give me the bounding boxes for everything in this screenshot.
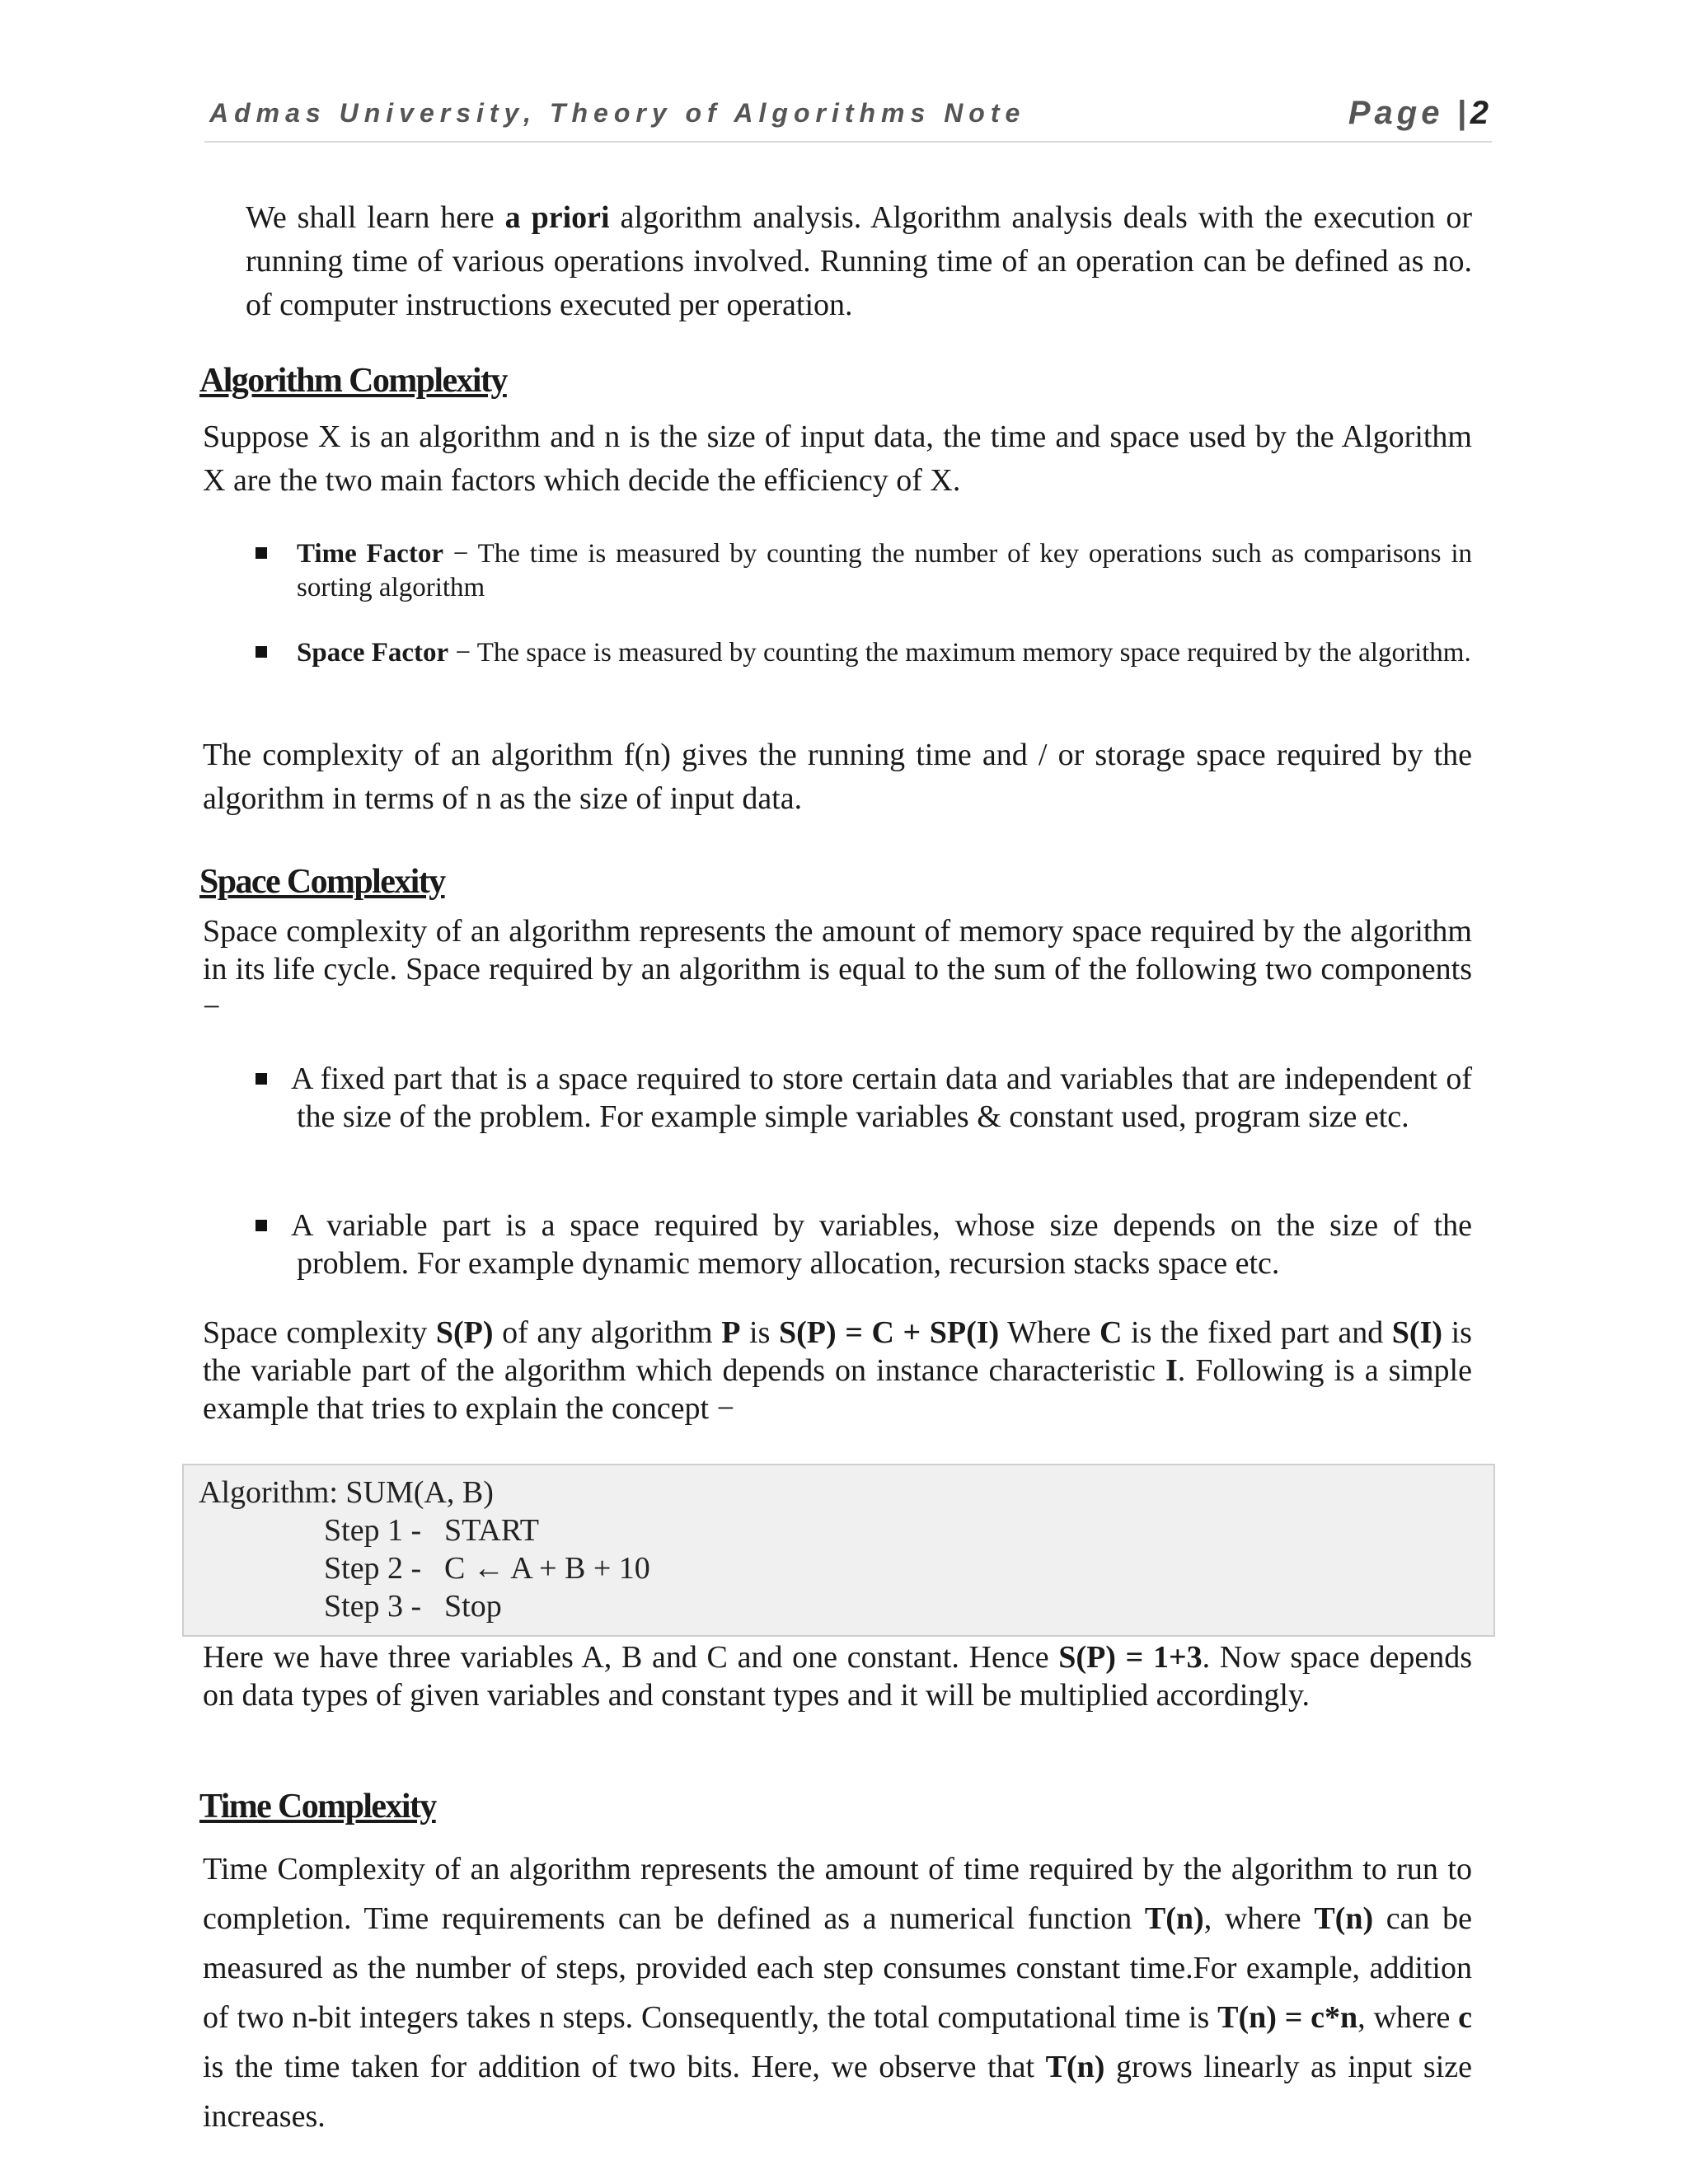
formula: S(P) = C + SP(I) [778, 1315, 1000, 1350]
text: is the time taken for addition of two bits. Here, we observe that [203, 2050, 1046, 2084]
intro-bold: a priori [504, 200, 610, 235]
text: Where [999, 1315, 1100, 1350]
code-step-label: Step 2 - [324, 1551, 422, 1586]
bullet-term: Space Factor [297, 638, 449, 668]
bullet-text: − The time is measured by counting the number of key operations such as comparisons in sorting algorithm [297, 539, 1473, 602]
text: of any algorithm [493, 1315, 722, 1350]
formula: S(P) = 1+3 [1058, 1640, 1203, 1675]
bold-term: T(n) [1045, 2050, 1105, 2084]
bullet-marker [256, 1073, 267, 1085]
bold-term: P [721, 1315, 741, 1350]
text: grows linearly as input size increases. [203, 2050, 1472, 2134]
bullet-space-factor [297, 636, 1472, 670]
code-step-text: START [444, 1513, 540, 1548]
intro-text-1: We shall learn here [246, 200, 505, 235]
formula: T(n) = c*n [1217, 2000, 1358, 2035]
bullet-marker [256, 1220, 267, 1231]
bullet-marker [256, 547, 267, 559]
bullet-marker [256, 646, 267, 658]
text: is the fixed part and [1122, 1315, 1392, 1350]
heading-time-complexity: Time Complexity [199, 1788, 436, 1825]
text: , where [1203, 1901, 1315, 1936]
text: Time Complexity of an algorithm represents the amount of time required by the algorithm to run to completion. Time requirements can be defined as a numerical function [203, 1852, 1472, 1936]
bold-term: c [1458, 2000, 1472, 2035]
code-title: Algorithm: SUM(A, B) [199, 1475, 494, 1510]
bold-term: T(n) [1314, 1901, 1374, 1936]
text: . Following is a simple example that tries to explain the concept − [203, 1353, 1472, 1426]
algorithm-complexity-paragraph: Suppose X is an algorithm and n is the size of input data, the time and space used by the Algorithm X are the two main factors which decide the efficiency of X. [203, 419, 1472, 498]
text: is the variable part of the algorithm which depends on instance characteristic [203, 1315, 1472, 1388]
text: is [740, 1315, 779, 1350]
bold-term: C [1099, 1315, 1123, 1350]
bold-term: I [1165, 1353, 1178, 1388]
header-page [1348, 95, 1489, 132]
bullet-time-factor [297, 537, 1472, 605]
text: can be measured as the number of steps, provided each step consumes constant time.For example, addition of two n-bit integers takes n steps. Consequently, the total computational time is [203, 1901, 1472, 2035]
code-step-label: Step 3 - [324, 1589, 422, 1624]
bullet-variable-part: A variable part is a space required by variables, whose size depends on the size of the problem. For example dynamic memory allocation, recursion stacks space etc. [291, 1208, 1472, 1281]
space-example-explanation [203, 1638, 1472, 1714]
text: , where [1357, 2000, 1459, 2035]
bullet-fixed-part: A fixed part that is a space required to store certain data and variables that are independent of the size of the problem. For example simple variables & constant used, program size etc. [291, 1062, 1472, 1134]
bold-term: S(P) [435, 1315, 494, 1350]
code-step-label: Step 1 - [324, 1513, 422, 1548]
running-header [204, 95, 1492, 143]
bold-term: S(I) [1391, 1315, 1443, 1350]
complexity-definition-paragraph: The complexity of an algorithm f(n) gives the running time and / or storage space required by the algorithm in terms of n as the size of input data. [203, 738, 1472, 816]
time-complexity-paragraph [203, 1844, 1472, 2141]
code-step-text: Stop [444, 1589, 502, 1624]
bullet-text: − The space is measured by counting the maximum memory space required by the algorithm. [448, 638, 1471, 668]
header-page-label: Page | [1348, 95, 1470, 131]
intro-text-2: algorithm analysis. Algorithm analysis deals with the execution or running time of various operations involved. Running time of an operation can be defined as no. of computer instructions executed per operation. [246, 200, 1472, 322]
text: Here we have three variables A, B and C and one constant. Hence [203, 1640, 1059, 1675]
page-number: 2 [1470, 95, 1489, 131]
intro-paragraph [246, 196, 1472, 327]
space-formula-paragraph [203, 1314, 1472, 1427]
space-complexity-paragraph: Space complexity of an algorithm represents the amount of memory space required by the algorithm in its life cycle. Space required by an algorithm is equal to the sum of the following two components − [203, 914, 1472, 1024]
text: Space complexity [203, 1315, 436, 1350]
heading-algorithm-complexity: Algorithm Complexity [199, 362, 507, 400]
heading-space-complexity: Space Complexity [199, 863, 445, 901]
text: . Now space depends on data types of given variables and constant types and it will be multiplied accordingly. [203, 1640, 1472, 1713]
bullet-term: Time Factor [297, 539, 443, 569]
bold-term: T(n) [1144, 1901, 1204, 1936]
header-title: Admas University, Theory of Algorithms Note [209, 98, 1026, 128]
code-step-text: C ← A + B + 10 [444, 1551, 650, 1586]
algorithm-code-box [182, 1464, 1495, 1637]
